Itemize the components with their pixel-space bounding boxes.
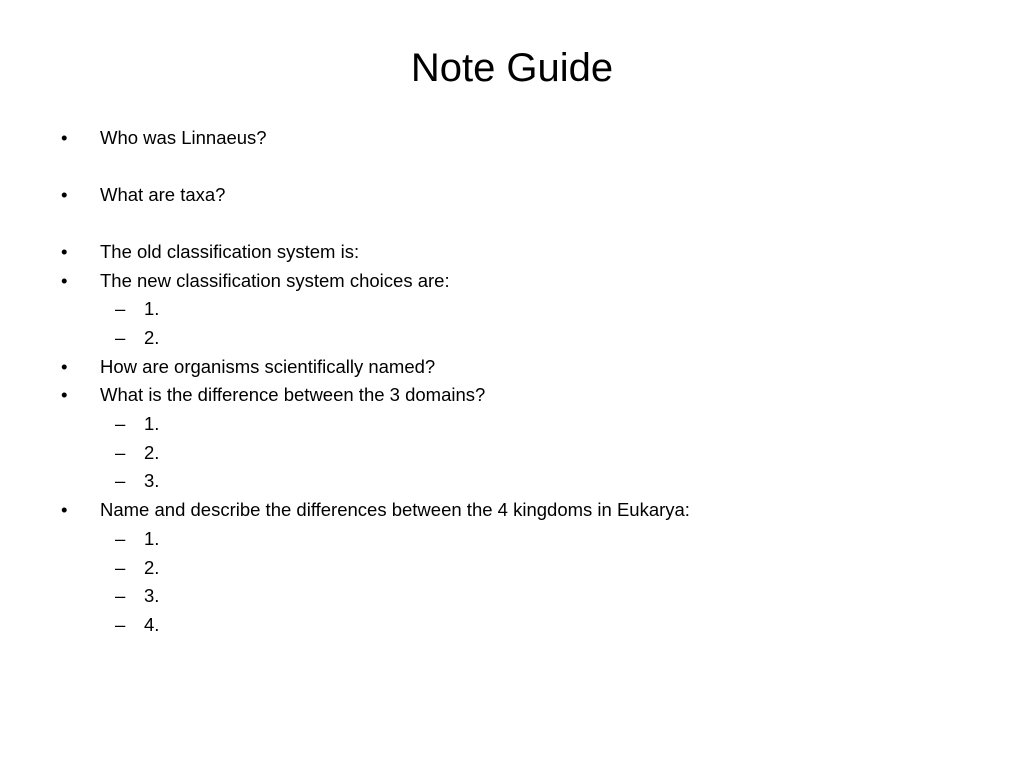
bullet-text: Name and describe the differences between the 4 kingdoms in Eukarya:: [100, 499, 690, 520]
dash-icon: –: [115, 585, 126, 606]
bullet-icon: •: [61, 270, 68, 291]
bullet-text: The new classification system choices are:: [100, 270, 450, 291]
bullet-icon: •: [61, 241, 68, 262]
bullet-text: What is the difference between the 3 domains?: [100, 384, 486, 405]
dash-icon: –: [115, 298, 126, 319]
bullet-text: The old classification system is:: [100, 241, 360, 262]
bullet-icon: •: [61, 184, 68, 205]
slide-title: Note Guide: [410, 46, 614, 90]
bullet-icon: •: [61, 499, 68, 520]
dash-icon: –: [115, 470, 126, 491]
bullet-text: What are taxa?: [100, 184, 226, 205]
bullet-text: How are organisms scientifically named?: [100, 356, 436, 377]
sub-item-text: 1.: [144, 528, 160, 549]
sub-item-text: 1.: [144, 298, 160, 319]
dash-icon: –: [115, 413, 126, 434]
dash-icon: –: [115, 557, 126, 578]
dash-icon: –: [115, 327, 126, 348]
bullet-icon: •: [61, 384, 68, 405]
dash-icon: –: [115, 528, 126, 549]
sub-item-text: 3.: [144, 585, 160, 606]
sub-item-text: 2.: [144, 557, 160, 578]
sub-item-text: 2.: [144, 327, 160, 348]
dash-icon: –: [115, 442, 126, 463]
sub-item-text: 1.: [144, 413, 160, 434]
bullet-icon: •: [61, 127, 68, 148]
sub-item-text: 2.: [144, 442, 160, 463]
sub-item-text: 3.: [144, 470, 160, 491]
bullet-icon: •: [61, 356, 68, 377]
sub-item-text: 4.: [144, 614, 160, 635]
bullet-text: Who was Linnaeus?: [100, 127, 267, 148]
dash-icon: –: [115, 614, 126, 635]
